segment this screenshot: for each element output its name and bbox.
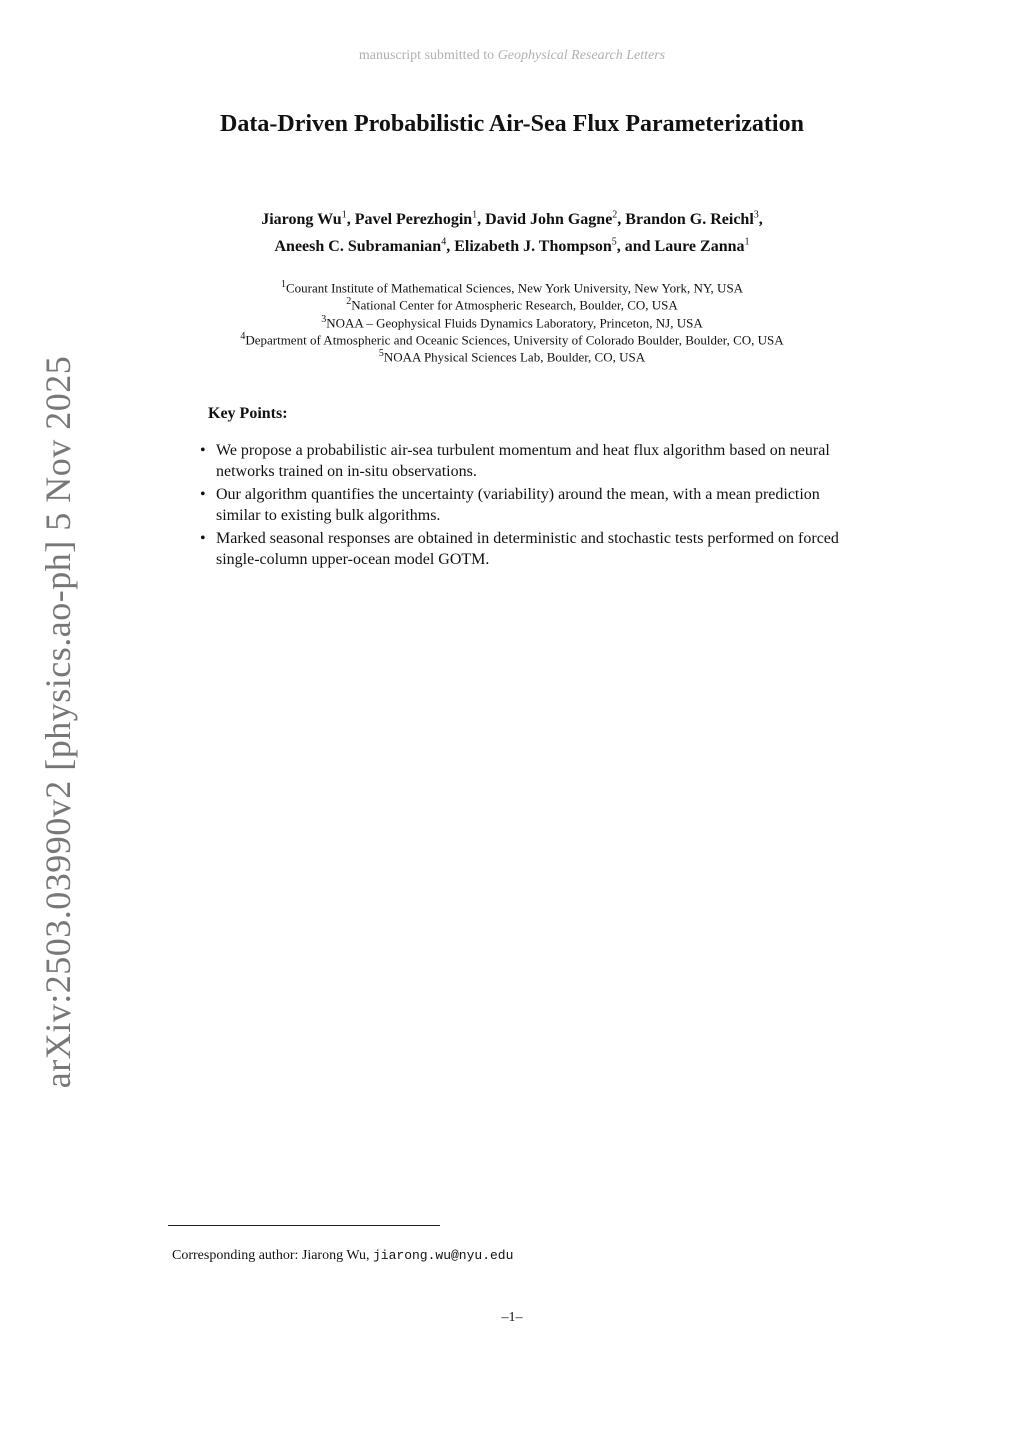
key-point-text: Our algorithm quantifies the uncertainty (variability) around the mean, with a mean prediction similar to existing bulk algorithms. [216, 486, 820, 524]
arxiv-identifier-stamp: arXiv:2503.03990v2 [physics.ao-ph] 5 Nov 2025 [38, 355, 78, 1089]
key-point-item [196, 484, 864, 526]
author [485, 211, 625, 228]
affiliation [112, 278, 912, 295]
author-name: Brandon G. Reichl [625, 211, 754, 229]
affiliation-number: 3 [321, 313, 327, 325]
affiliation-number: 1 [280, 279, 286, 290]
author-affiliation-mark: 1 [744, 236, 750, 248]
author-name: David John Gagne [485, 211, 613, 229]
bullet-icon: • [200, 530, 206, 547]
author [261, 211, 354, 228]
author [625, 238, 750, 255]
author-affiliation-mark: 5 [611, 236, 617, 248]
author-separator: , [616, 237, 625, 255]
corresponding-author-footnote [172, 1248, 513, 1264]
affiliation-number: 5 [378, 348, 384, 360]
author [454, 238, 625, 255]
key-point-text: We propose a probabilistic air-sea turbulent momentum and heat flux algorithm based on neural networks trained on in-situ observations. [216, 442, 830, 480]
author-separator: , [346, 211, 355, 229]
footnote-label: Corresponding author: Jiarong Wu, [172, 1248, 373, 1263]
footnote-divider [168, 1225, 440, 1226]
paper-title: Data-Driven Probabilistic Air-Sea Flux Parameterization [220, 111, 804, 137]
affiliation-number: 4 [240, 330, 246, 342]
author-email-link[interactable]: jiarong.wu@nyu.edu [372, 1248, 514, 1263]
affiliation-list [112, 278, 912, 365]
affiliation-text: Department of Atmospheric and Oceanic Sciences, University of Colorado Boulder, Boulder, CO, USA [245, 332, 784, 348]
key-point-item [196, 528, 864, 570]
author-name: Aneesh C. Subramanian [274, 237, 442, 255]
author-separator: , [617, 211, 626, 229]
author-affiliation-mark: 2 [612, 210, 618, 221]
author [355, 211, 485, 228]
author [275, 238, 455, 255]
author-affiliation-mark: 4 [441, 236, 447, 248]
affiliation-text: Courant Institute of Mathematical Sciences, New York University, New York, NY, USA [285, 280, 744, 296]
header-prefix: manuscript submitted to [358, 48, 498, 63]
bullet-icon: • [200, 486, 206, 503]
affiliation-text: NOAA Physical Sciences Lab, Boulder, CO, USA [383, 349, 646, 365]
author-name: Pavel Perezhogin [354, 211, 473, 229]
author-name: Jiarong Wu [261, 211, 342, 229]
author-affiliation-mark: 3 [753, 210, 759, 221]
key-points-heading: Key Points: [208, 405, 288, 422]
page-number: –1– [501, 1310, 523, 1325]
affiliation [112, 330, 912, 347]
author-list [112, 205, 912, 258]
author-separator: , [446, 237, 455, 255]
author-affiliation-mark: 1 [341, 210, 347, 221]
affiliation [112, 347, 912, 364]
affiliation [112, 295, 912, 312]
author-separator: , [758, 211, 763, 229]
author-name: and Laure Zanna [624, 237, 745, 255]
key-point-item [196, 440, 864, 482]
author-separator: , [477, 211, 486, 229]
running-header [0, 48, 1024, 64]
bullet-icon: • [200, 442, 206, 459]
author-affiliation-mark: 1 [472, 210, 478, 221]
key-point-text: Marked seasonal responses are obtained in deterministic and stochastic tests performed on forced single-column upper-ocean model GOTM. [216, 530, 839, 568]
author [625, 211, 762, 228]
author-name: Elizabeth J. Thompson [454, 237, 612, 255]
affiliation-text: NOAA – Geophysical Fluids Dynamics Laboratory, Princeton, NJ, USA [326, 314, 703, 330]
key-points-list [196, 440, 864, 572]
affiliation [112, 313, 912, 330]
journal-name: Geophysical Research Letters [497, 48, 666, 63]
affiliation-text: National Center for Atmospheric Research, Boulder, CO, USA [351, 297, 678, 313]
affiliation-number: 2 [346, 296, 352, 308]
